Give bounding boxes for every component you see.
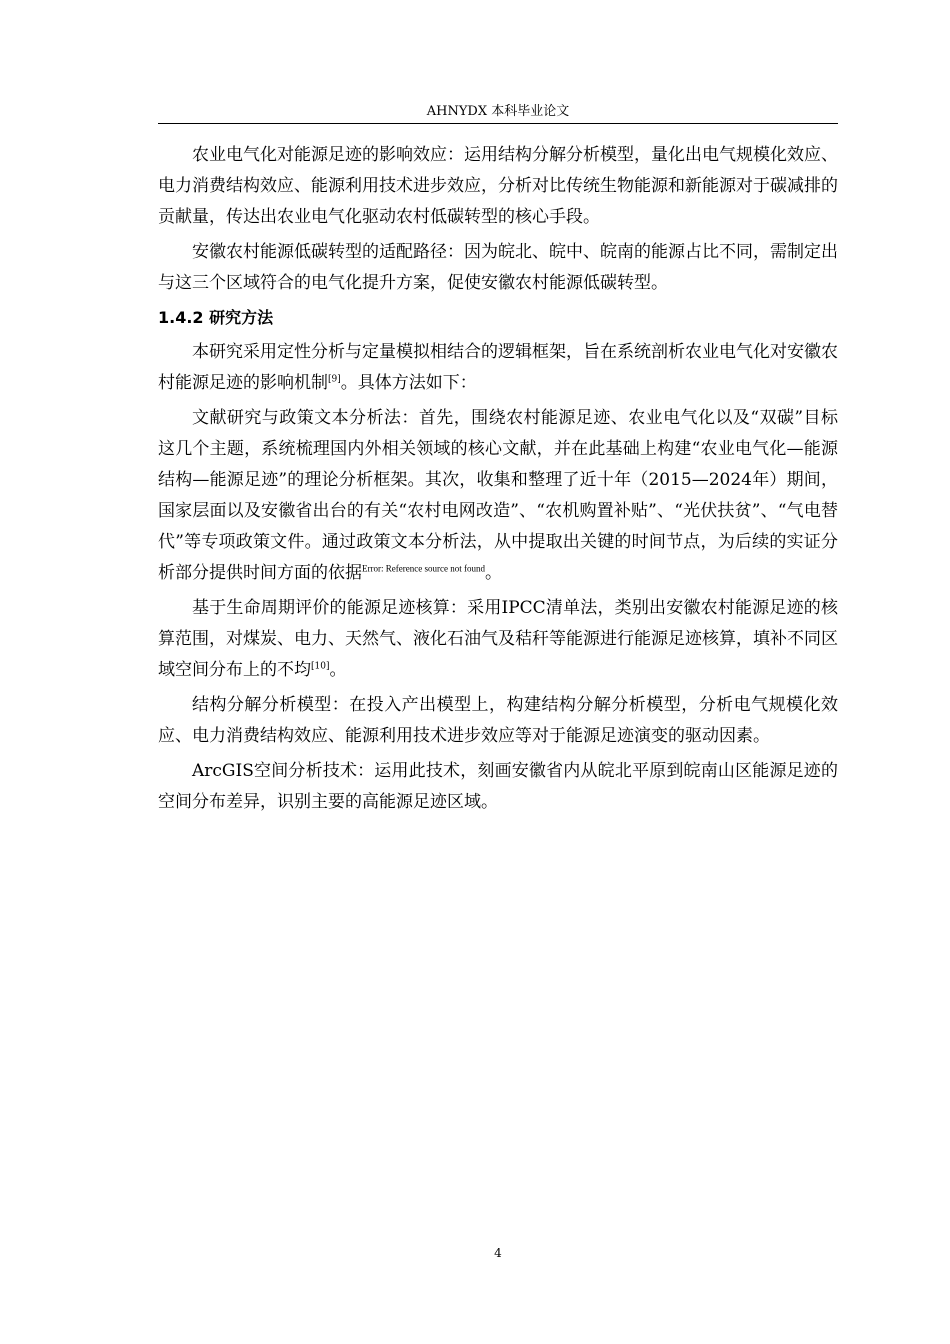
page-number: 4 [494,1246,502,1260]
paragraph-sda-method: 结构分解分析模型：在投入产出模型上，构建结构分解分析模型，分析电气规模化效应、电力消费结构效应、能源利用技术进步效应等对于能源足迹演变的驱动因素。 [158,695,838,746]
paragraph-adaptive-path: 安徽农村能源低碳转型的适配路径：因为皖北、皖中、皖南的能源占比不同，需制定出与这三个区域符合的电气化提升方案，促使安徽农村能源低碳转型。 [158,242,838,293]
paragraph-electrification-effect: 农业电气化对能源足迹的影响效应：运用结构分解分析模型，量化出电气规模化效应、电力消费结构效应、能源利用技术进步效应，分析对比传统生物能源和新能源对于碳减排的贡献量，传达出农业电气化驱动农村低碳转型的核心手段。 [158,145,838,227]
section-heading: 1.4.2 研究方法 [158,308,274,327]
method-intro-text: 本研究采用定性分析与定量模拟相结合的逻辑框架，旨在系统剖析农业电气化对安徽农村能源足迹的影响机制 [158,342,838,393]
paragraph-literature-method [158,403,838,589]
page-body [158,140,838,818]
header-rule [158,123,838,124]
literature-method-text: 文献研究与政策文本分析法：首先，围绕农村能源足迹、农业电气化以及“双碳”目标这几个主题，系统梳理国内外相关领域的核心文献，并在此基础上构建“农业电气化—能源结构—能源足迹”的理论分析框架。其次，收集和整理了近十年（2015—2024年）期间，国家层面以及安徽省出台的有关“农村电网改造”、“农机购置补贴”、“光伏扶贫”、“气电替代”等专项政策文件。通过政策文本分析法，从中提取出关键的时间节点，为后续的实证分析部分提供时间方面的依据 [158,408,838,583]
paragraph-arcgis-method: ArcGIS空间分析技术：运用此技术，刻画安徽省内从皖北平原到皖南山区能源足迹的空间分布差异，识别主要的高能源足迹区域。 [158,761,838,812]
reference-error: Error: Reference source not found [362,563,485,574]
citation: [10] [311,661,330,672]
running-header: AHNYDX 本科毕业论文 [426,104,570,119]
method-intro-tail: 。具体方法如下： [340,373,477,393]
paragraph-method-intro [158,337,838,399]
literature-method-tail: 。 [484,563,502,583]
lca-method-tail: 。 [329,660,347,680]
citation: [9] [328,374,341,385]
lca-method-text: 基于生命周期评价的能源足迹核算：采用IPCC清单法，类别出安徽农村能源足迹的核算范围，对煤炭、电力、天然气、液化石油气及秸秆等能源进行能源足迹核算，填补不同区域空间分布上的不均 [158,598,838,680]
paragraph-lca-method [158,593,838,686]
